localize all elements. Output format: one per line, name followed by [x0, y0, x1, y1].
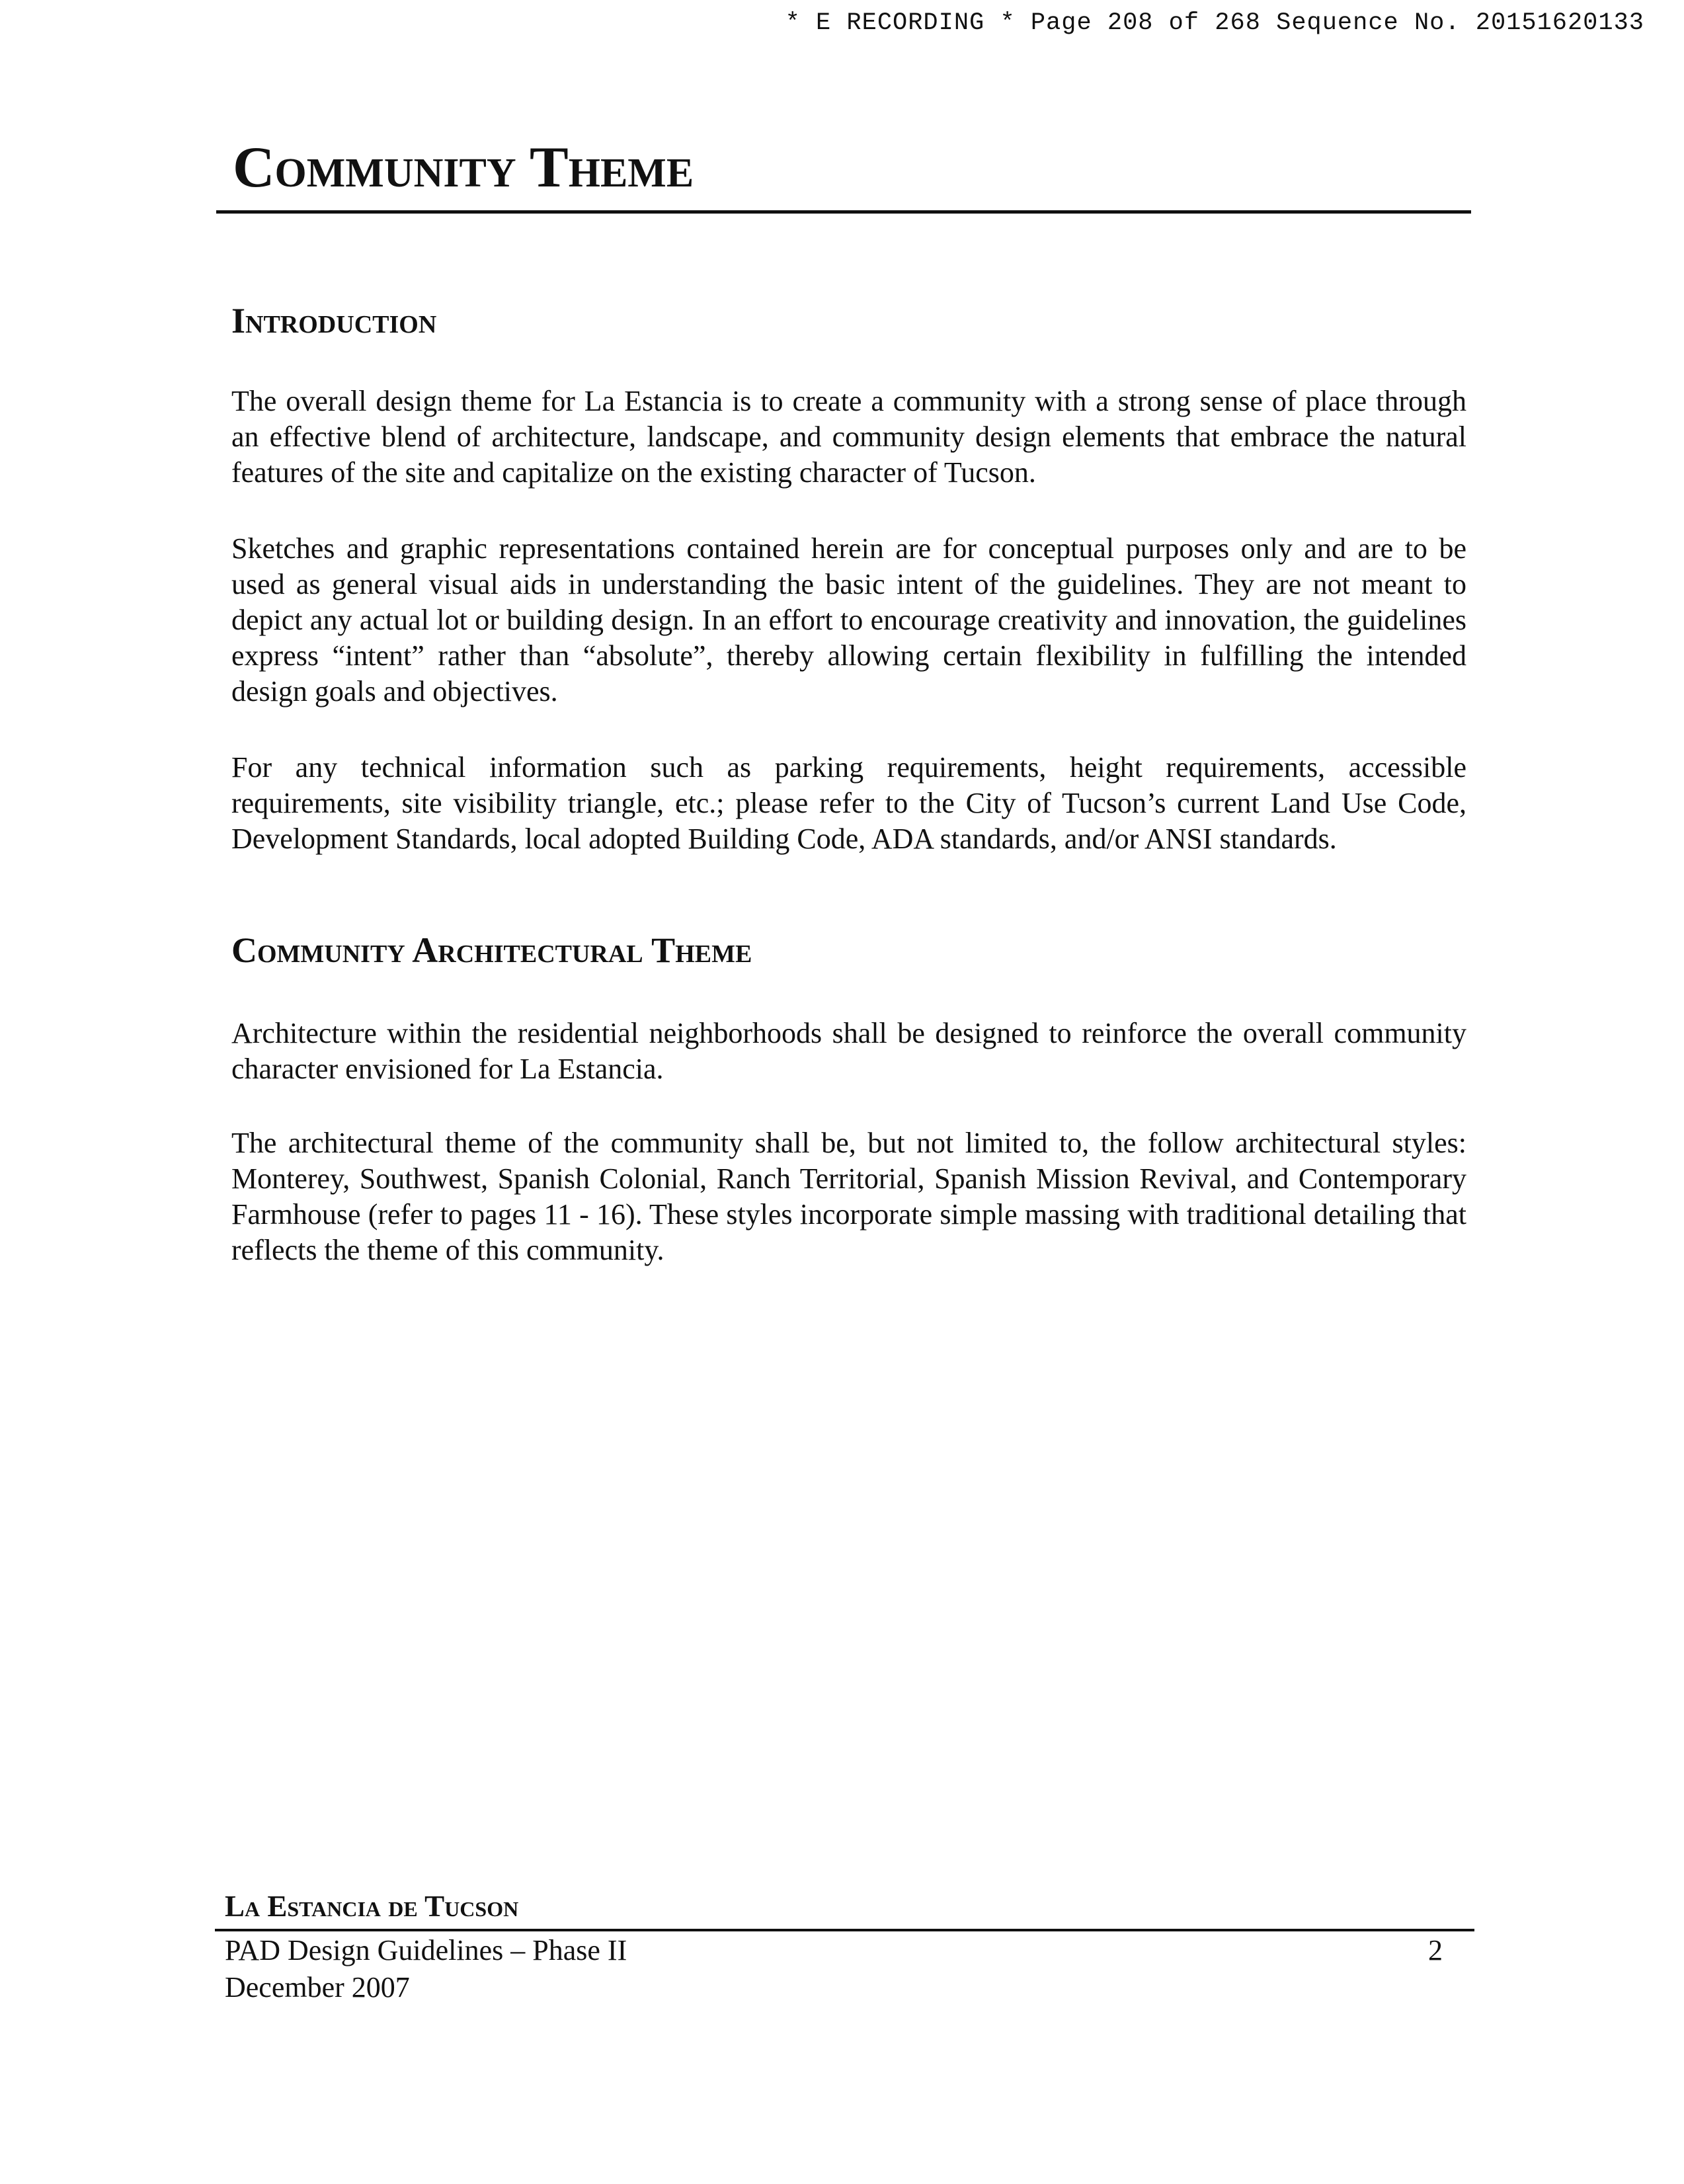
page-title: Community Theme [233, 136, 694, 200]
introduction-heading: Introduction [231, 301, 437, 341]
introduction-paragraph-2: Sketches and graphic representations contained herein are for conceptual purposes only and are to be used as general visual aids in understanding the basic intent of the guidelines. They are not meant to depict any actual lot or building design. In an effort to encourage creativity and innovation, the guidelines express “intent” rather than “absolute”, thereby allowing certain flexibility in fulfilling the intended design goals and objectives. [231, 532, 1466, 708]
footer-date: December 2007 [225, 1971, 410, 2003]
architectural-theme-paragraph-2: The architectural theme of the community shall be, but not limited to, the follow architectural styles: Monterey, Southwest, Spanish Colonial, Ranch Territorial, Spanish Mission Revival, and Contemporary Farmhouse (refer to pages 11 - 16). These styles incorporate simple massing with traditional detailing that reflects the theme of this community. [231, 1127, 1466, 1266]
page-number: 2 [1428, 1934, 1443, 1966]
architectural-theme-heading: Community Architectural Theme [231, 930, 752, 970]
introduction-paragraph-3: For any technical information such as parking requirements, height requirements, accessible requirements, site visibility triangle, etc.; please refer to the City of Tucson’s current Land Use Code, Development Standards, local adopted Building Code, ADA standards, and/or ANSI standards. [231, 751, 1466, 855]
footer-rule [215, 1929, 1474, 1931]
introduction-paragraph-1: The overall design theme for La Estancia is to create a community with a strong sense of place through an effective blend of architecture, landscape, and community design elements that embrace the natural features of the site and capitalize on the existing character of Tucson. [231, 385, 1466, 489]
footer-subtitle: PAD Design Guidelines – Phase II [225, 1934, 627, 1966]
architectural-theme-paragraph-1: Architecture within the residential neighborhoods shall be designed to reinforce the overall community character envisioned for La Estancia. [231, 1017, 1466, 1085]
title-rule [216, 210, 1471, 214]
footer-title: La Estancia de Tucson [225, 1890, 519, 1923]
recording-header: * E RECORDING * Page 208 of 268 Sequence No. 20151620133 [785, 9, 1644, 37]
